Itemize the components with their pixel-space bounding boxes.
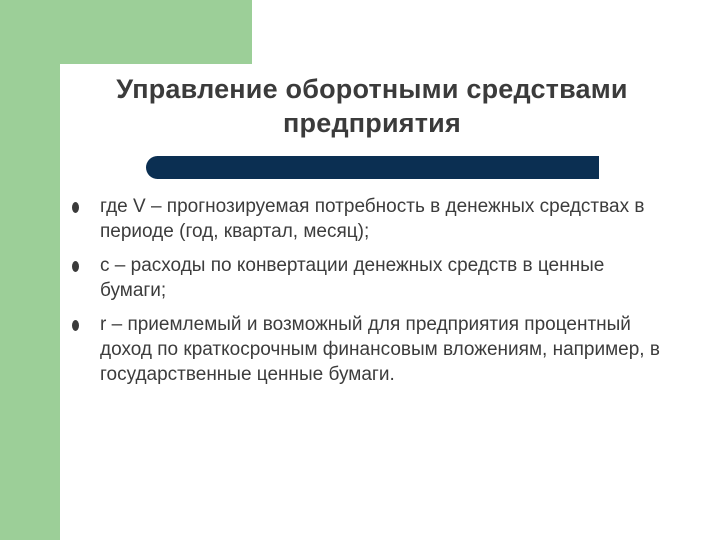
bullet-dot-icon	[72, 202, 79, 213]
decorative-green-sidebar	[0, 0, 60, 540]
bullet-list	[72, 194, 672, 396]
slide-title: Управление оборотными средствами предприятия	[116, 74, 628, 138]
bullet-text: с – расходы по конвертации денежных средств в ценные бумаги;	[100, 255, 605, 301]
bullet-dot-icon	[72, 261, 79, 272]
bullet-item	[72, 312, 672, 387]
title-underline-bar	[157, 156, 599, 179]
bullet-item	[72, 253, 672, 303]
bullet-text: где V – прогнозируемая потребность в денежных средствах в периоде (год, квартал, месяц);	[100, 196, 645, 242]
bullet-item	[72, 194, 672, 244]
bullet-dot-icon	[72, 320, 79, 331]
bullet-text: r – приемлемый и возможный для предприятия процентный доход по краткосрочным финансовым вложениям, например, в государственные ценные бумаги.	[100, 314, 660, 385]
